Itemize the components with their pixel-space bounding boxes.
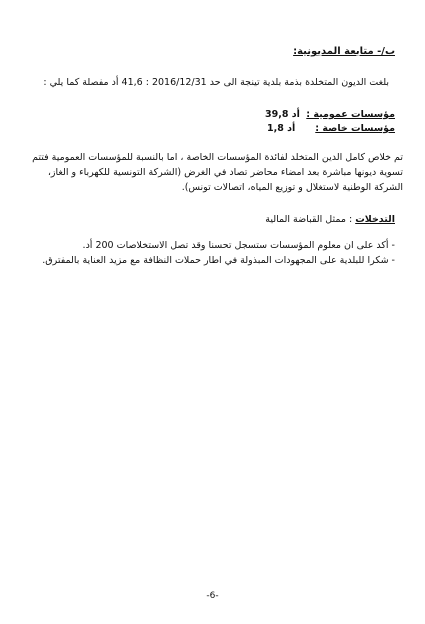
- debt-amount: 39,8 أد: [265, 109, 300, 120]
- interventions-heading: التدخلات: [355, 214, 395, 225]
- debt-row-public: [265, 109, 395, 121]
- debt-label: مؤسسات خاصة :: [315, 123, 395, 134]
- bullet-item: - أكد على ان معلوم المؤسسات ستسجل تحسنا وقد تصل الاستخلاصات 200 أد.: [82, 240, 395, 251]
- interventions-speaker: : ممثل القباضة المالية: [265, 214, 356, 225]
- debt-label: مؤسسات عمومية :: [306, 109, 395, 120]
- debt-amount: 1,8 أد: [267, 123, 296, 134]
- debt-row-private: [265, 123, 395, 135]
- interventions-line: [265, 214, 395, 225]
- section-heading: ب/- متابعة المديونية:: [293, 46, 395, 57]
- paragraph-line: تسوية ديونها مباشرة بعد امضاء محاضر تصاد في الغرض (الشركة التونسية للكهرباء و الغاز،: [47, 167, 403, 178]
- paragraph-line: الشركة الوطنية لاستغلال و توزيع المياه، اتصالات تونس).: [181, 182, 403, 193]
- paragraph-line: تم خلاص كامل الدين المتخلد لفائدة المؤسسات الخاصة ، اما بالنسبة للمؤسسات العمومية فتتم: [32, 152, 403, 163]
- page-number: -6-: [206, 591, 219, 601]
- debt-intro-text: بلغت الديون المتخلدة بذمة بلدية تينجة الى حد 2016/12/31 : 41,6 أد مفصلة كما يلي :: [43, 77, 389, 88]
- bullet-item: - شكرا للبلدية على المجهودات المبذولة في اطار حملات النظافة مع مزيد العناية بالمفترق.: [42, 255, 395, 266]
